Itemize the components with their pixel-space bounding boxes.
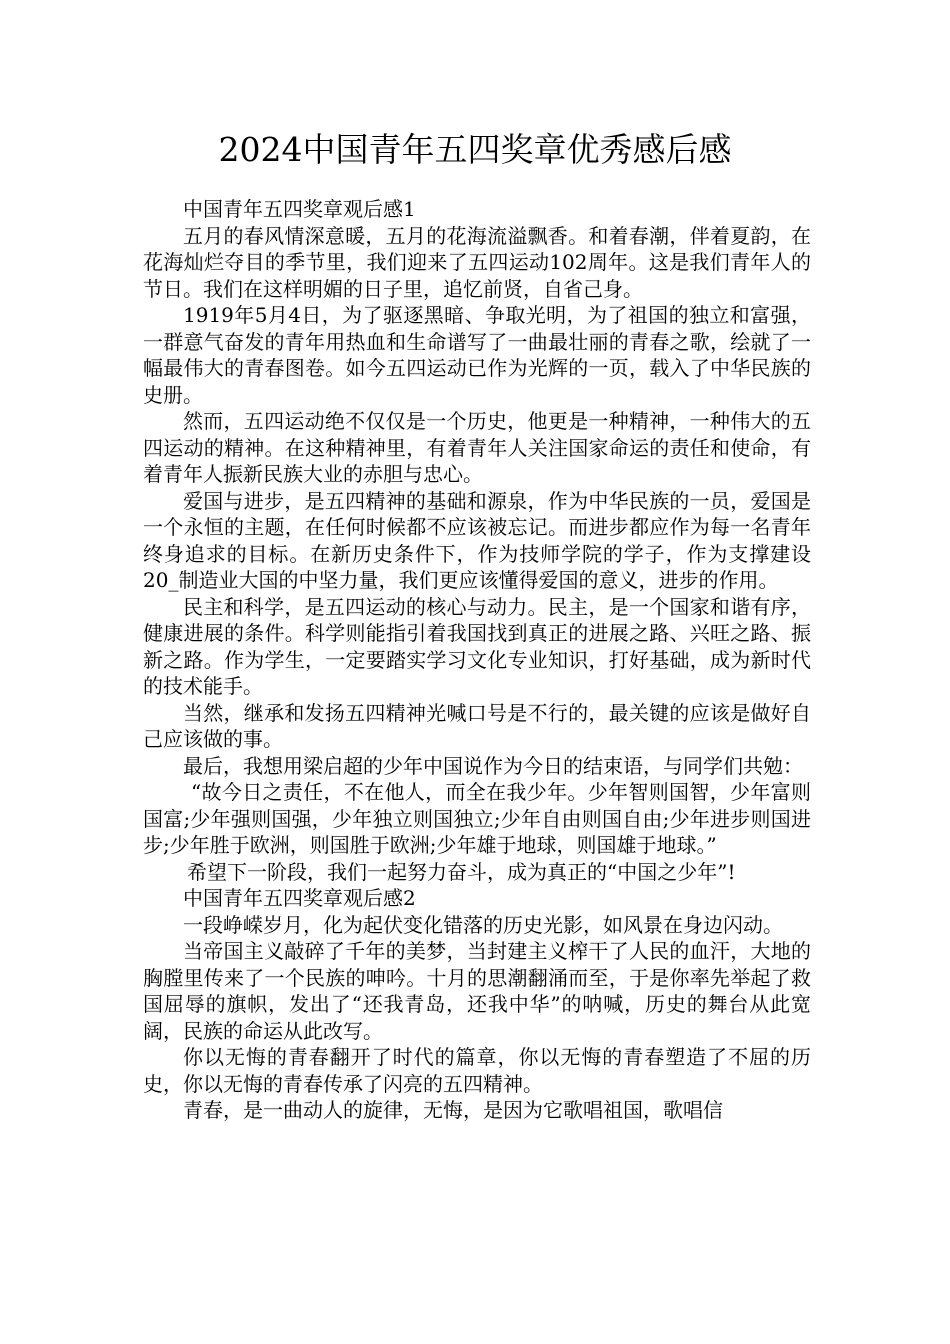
section-heading-2: 中国青年五四奖章观后感2 [183,886,416,910]
paragraph: 最后，我想用梁启超的少年中国说作为今日的结束语，与同学们共勉： [183,753,803,778]
paragraph: 五月的春风情深意暖，五月的花海流溢飘香。和着春潮，伴着夏韵，在花海灿烂夺目的季节里，我们迎来了五四运动102周年。这是我们青年人的节日。我们在这样明媚的日子里，追忆前贤，自省己身。 [143,223,811,301]
paragraph: 1919年5月4日，为了驱逐黑暗、争取光明，为了祖国的独立和富强，一群意气奋发的青年用热血和生命谱写了一曲最壮丽的青春之歌，绘就了一幅最伟大的青春图卷。如今五四运动已作为光辉的一页，载入了中华民族的史册。 [143,303,811,407]
document-title: 2024中国青年五四奖章优秀感后感 [218,130,732,169]
paragraph: 当然，继承和发扬五四精神光喊口号是不行的，最关键的应该是做好自己应该做的事。 [143,700,811,751]
paragraph: 当帝国主义敲碎了千年的美梦，当封建主义榨干了人民的血汗，大地的胸膛里传来了一个民族的呻吟。十月的思潮翻涌而至，于是你率先举起了救国屈辱的旗帜，发出了“还我青岛，还我中华”的呐喊，历史的舞台从此宽阔，民族的命运从此改写。 [143,939,811,1043]
document-body [143,196,811,1124]
quote-paragraph: “故今日之责任，不在他人，而全在我少年。少年智则国智，少年富则国富;少年强则国强，少年独立则国独立;少年自由则国自由;少年进步则国进步;少年胜于欧洲，则国胜于欧洲;少年雄于地球，则国雄于地球。” [143,780,811,857]
paragraph: 民主和科学，是五四运动的核心与动力。民主，是一个国家和谐有序，健康进展的条件。科学则能指引着我国找到真正的进展之路、兴旺之路、振新之路。作为学生，一定要踏实学习文化专业知识，打好基础，成为新时代的技术能手。 [143,594,811,698]
paragraph: 你以无悔的青春翻开了时代的篇章，你以无悔的青春塑造了不屈的历史，你以无悔的青春传承了闪亮的五四精神。 [143,1045,811,1096]
section-heading-1: 中国青年五四奖章观后感1 [183,197,416,221]
paragraph: 希望下一阶段，我们一起努力奋斗，成为真正的“中国之少年”! [187,859,736,884]
paragraph: 然而，五四运动绝不仅仅是一个历史，他更是一种精神，一种伟大的五四运动的精神。在这种精神里，有着青年人关注国家命运的责任和使命，有着青年人振新民族大业的赤胆与忠心。 [143,409,811,486]
paragraph: 青春，是一曲动人的旋律，无悔，是因为它歌唱祖国，歌唱信 [183,1098,723,1122]
paragraph: 爱国与进步，是五四精神的基础和源泉，作为中华民族的一员，爱国是一个永恒的主题，在任何时候都不应该被忘记。而进步都应作为每一名青年终身追求的目标。在新历史条件下，作为技师学院的学子，作为支撑建设20_制造业大国的中坚力量，我们更应该懂得爱国的意义，进步的作用。 [143,488,811,592]
paragraph: 一段峥嵘岁月，化为起伏变化错落的历史光影，如风景在身边闪动。 [183,912,783,937]
